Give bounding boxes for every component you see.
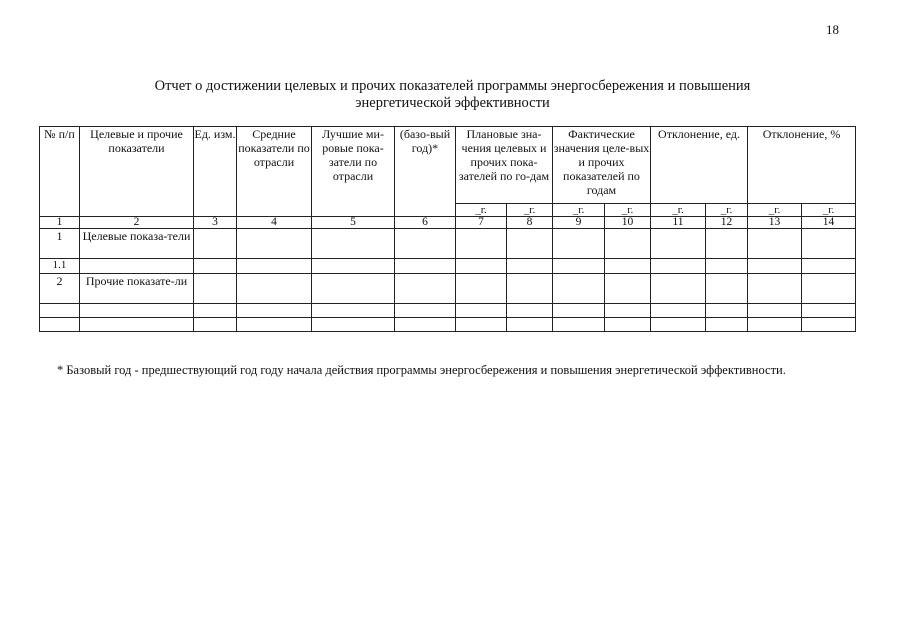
year-subheader-row xyxy=(40,204,856,217)
data-cell xyxy=(237,229,312,259)
data-cell xyxy=(312,318,395,332)
data-cell xyxy=(802,229,856,259)
data-cell xyxy=(507,304,553,318)
data-cell xyxy=(553,274,605,304)
column-number: 13 xyxy=(748,217,802,229)
data-cell xyxy=(395,274,456,304)
column-number: 12 xyxy=(706,217,748,229)
row-name: Прочие показате-ли xyxy=(80,274,194,304)
footnote: * Базовый год - предшествующий год году начала действия программы энергосбережения и повышения энергетической эффективности. xyxy=(57,363,786,377)
data-cell xyxy=(194,304,237,318)
row-number xyxy=(40,304,80,318)
data-cell xyxy=(706,229,748,259)
table-row xyxy=(40,304,856,318)
header-indicators: Целевые и прочие показатели xyxy=(80,127,194,204)
data-cell xyxy=(456,229,507,259)
column-number: 5 xyxy=(312,217,395,229)
data-cell xyxy=(237,259,312,274)
data-cell xyxy=(237,318,312,332)
column-number: 1 xyxy=(40,217,80,229)
data-cell xyxy=(237,274,312,304)
data-cell xyxy=(605,259,651,274)
table-row xyxy=(40,229,856,259)
data-cell xyxy=(507,259,553,274)
title-line-2: энергетической эффективности xyxy=(355,95,550,111)
year-cell: _г. xyxy=(748,204,802,217)
blank-cell xyxy=(237,204,312,217)
year-cell: _г. xyxy=(651,204,706,217)
data-cell xyxy=(748,304,802,318)
column-number-row xyxy=(40,217,856,229)
data-cell xyxy=(605,304,651,318)
data-cell xyxy=(651,304,706,318)
data-cell xyxy=(748,259,802,274)
data-cell xyxy=(507,318,553,332)
report-table xyxy=(39,126,856,332)
data-cell xyxy=(456,274,507,304)
column-number: 4 xyxy=(237,217,312,229)
column-number: 14 xyxy=(802,217,856,229)
table-row xyxy=(40,274,856,304)
column-number: 7 xyxy=(456,217,507,229)
data-cell xyxy=(194,318,237,332)
data-cell xyxy=(553,318,605,332)
data-cell xyxy=(194,274,237,304)
header-deviation-units: Отклонение, ед. xyxy=(651,127,748,204)
data-cell xyxy=(605,274,651,304)
column-number: 8 xyxy=(507,217,553,229)
data-cell xyxy=(395,259,456,274)
data-cell xyxy=(456,318,507,332)
row-name: Целевые показа-тели xyxy=(80,229,194,259)
data-cell xyxy=(456,304,507,318)
year-cell: _г. xyxy=(605,204,651,217)
data-cell xyxy=(748,229,802,259)
column-number: 9 xyxy=(553,217,605,229)
header-best: Лучшие ми-ровые пока-затели по отрасли xyxy=(312,127,395,204)
column-number: 6 xyxy=(395,217,456,229)
blank-cell xyxy=(80,204,194,217)
data-cell xyxy=(194,229,237,259)
data-cell xyxy=(553,259,605,274)
header-planned: Плановые зна-чения целевых и прочих пока-зателей по го-дам xyxy=(456,127,553,204)
year-cell: _г. xyxy=(507,204,553,217)
data-cell xyxy=(237,304,312,318)
data-cell xyxy=(802,304,856,318)
year-cell: _г. xyxy=(553,204,605,217)
header-actual: Фактические значения целе-вых и прочих показателей по годам xyxy=(553,127,651,204)
column-number: 2 xyxy=(80,217,194,229)
data-cell xyxy=(802,259,856,274)
data-cell xyxy=(802,274,856,304)
data-cell xyxy=(553,229,605,259)
data-cell xyxy=(312,304,395,318)
data-cell xyxy=(651,229,706,259)
header-unit: Ед. изм. xyxy=(194,127,237,204)
data-cell xyxy=(507,274,553,304)
data-cell xyxy=(651,318,706,332)
column-number: 10 xyxy=(605,217,651,229)
data-cell xyxy=(312,229,395,259)
header-deviation-percent: Отклонение, % xyxy=(748,127,856,204)
page-number: 18 xyxy=(826,22,839,37)
column-number: 11 xyxy=(651,217,706,229)
data-cell xyxy=(706,259,748,274)
document-title xyxy=(0,78,905,112)
data-cell xyxy=(395,318,456,332)
year-cell: _г. xyxy=(456,204,507,217)
data-cell xyxy=(706,304,748,318)
blank-cell xyxy=(312,204,395,217)
table-row xyxy=(40,259,856,274)
data-cell xyxy=(748,274,802,304)
column-number: 3 xyxy=(194,217,237,229)
blank-cell xyxy=(40,204,80,217)
data-cell xyxy=(802,318,856,332)
row-name xyxy=(80,304,194,318)
table-row xyxy=(40,318,856,332)
row-number: 2 xyxy=(40,274,80,304)
row-number: 1.1 xyxy=(40,259,80,274)
row-name xyxy=(80,259,194,274)
blank-cell xyxy=(395,204,456,217)
data-cell xyxy=(395,229,456,259)
data-cell xyxy=(312,274,395,304)
header-num: № п/п xyxy=(40,127,80,204)
data-cell xyxy=(651,274,706,304)
header-base-year: (базо-вый год)* xyxy=(395,127,456,204)
year-cell: _г. xyxy=(802,204,856,217)
blank-cell xyxy=(194,204,237,217)
row-number: 1 xyxy=(40,229,80,259)
data-cell xyxy=(706,274,748,304)
header-row xyxy=(40,127,856,204)
data-cell xyxy=(748,318,802,332)
data-cell xyxy=(395,304,456,318)
data-cell xyxy=(651,259,706,274)
header-average: Средние показатели по отрасли xyxy=(237,127,312,204)
data-cell xyxy=(605,229,651,259)
data-cell xyxy=(507,229,553,259)
data-cell xyxy=(706,318,748,332)
year-cell: _г. xyxy=(706,204,748,217)
data-cell xyxy=(456,259,507,274)
row-number xyxy=(40,318,80,332)
data-cell xyxy=(194,259,237,274)
data-cell xyxy=(553,304,605,318)
data-cell xyxy=(605,318,651,332)
data-cell xyxy=(312,259,395,274)
title-line-1: Отчет о достижении целевых и прочих показателей программы энергосбережения и повышения xyxy=(154,78,751,94)
row-name xyxy=(80,318,194,332)
